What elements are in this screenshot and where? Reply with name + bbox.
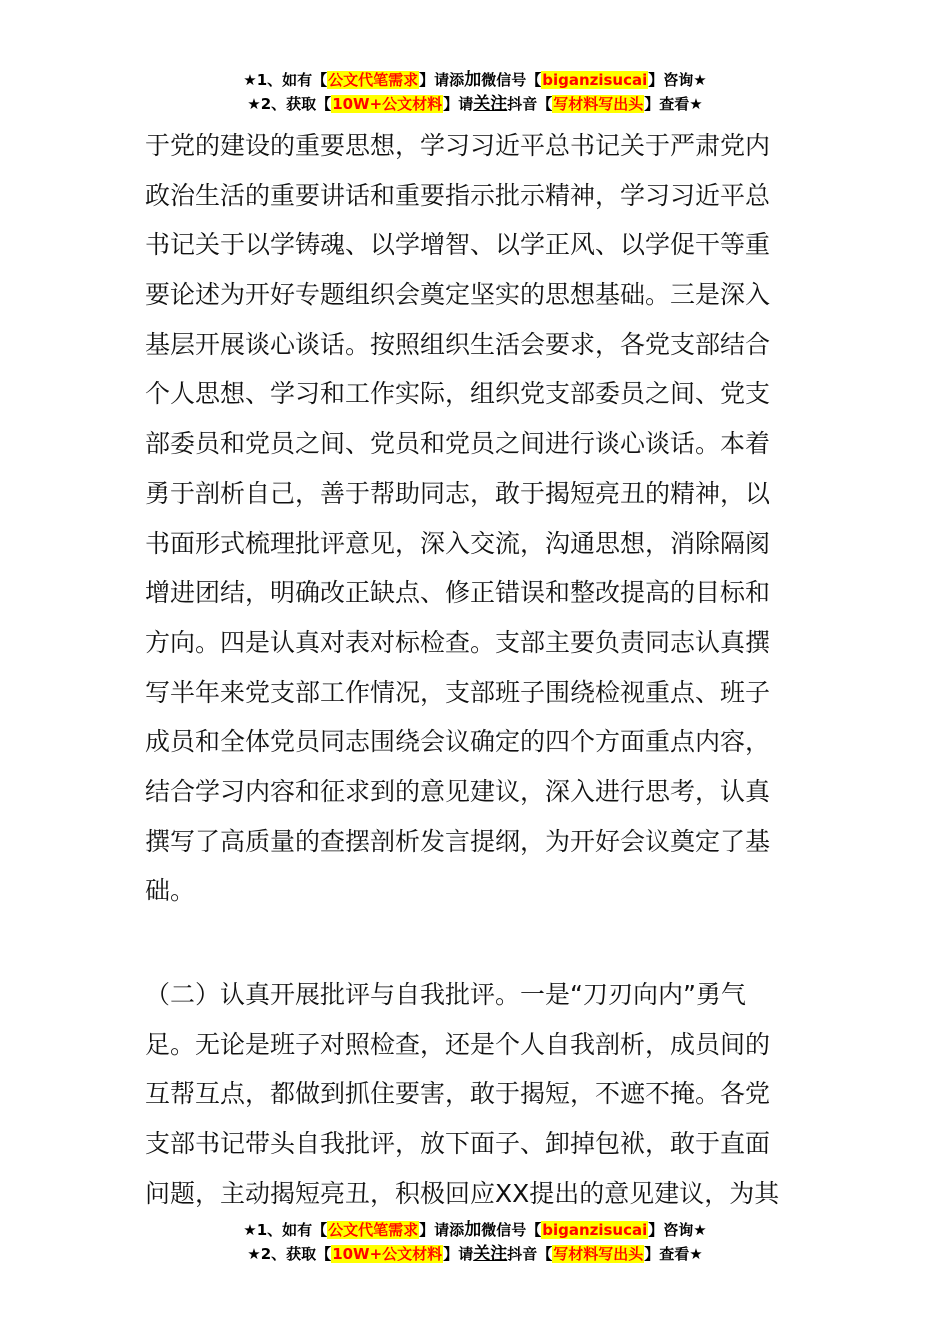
body-paragraph-1 (145, 121, 825, 916)
highlight-service: 公文代笔需求 (328, 1221, 419, 1239)
banner-text: 抖音【 (507, 95, 553, 113)
text-line: 方向。四是认真对表对标检查。支部主要负责同志认真撰 (145, 627, 771, 657)
banner-text: 】请 (443, 1245, 474, 1263)
banner-text: 】请 (443, 95, 474, 113)
banner-text: 抖音【 (507, 1245, 553, 1263)
text-line: 础。 (145, 876, 196, 906)
banner-text: 】咨询★ (648, 71, 707, 89)
banner-text: ★2、获取【 (247, 1245, 332, 1263)
highlight-douyin-account: 写材料写出头 (553, 95, 644, 113)
highlight-materials: 10W+公文材料 (332, 95, 443, 113)
text-line: 基层开展谈心谈话。按照组织生活会要求，各党支部结合 (145, 329, 771, 359)
text-line: 结合学习内容和征求到的意见建议，深入进行思考，认真 (145, 776, 771, 806)
highlight-materials: 10W+公文材料 (332, 1245, 443, 1263)
banner-line-1 (0, 1218, 950, 1242)
body-paragraph-2 (145, 970, 825, 1218)
text-line: 书面形式梳理批评意见，深入交流，沟通思想，消除隔阂 (145, 528, 771, 558)
footer-banner (0, 1218, 950, 1266)
banner-text: 】请添 (419, 71, 465, 89)
text-line: 政治生活的重要讲话和重要指示批示精神，学习习近平总 (145, 180, 771, 210)
text-line: 勇于剖析自己，善于帮助同志，敢于揭短亮丑的精神，以 (145, 478, 771, 508)
highlight-douyin-account: 写材料写出头 (553, 1245, 644, 1263)
text-line: 部委员和党员之间、党员和党员之间进行谈心谈话。本着 (145, 429, 771, 459)
banner-text: 】查看★ (644, 95, 703, 113)
text-line: 成员和全体党员同志围绕会议确定的四个方面重点内容， (145, 727, 771, 757)
text-line: 要论述为开好专题组织会奠定坚实的思想基础。三是深入 (145, 280, 771, 310)
banner-text: ★2、获取【 (247, 95, 332, 113)
banner-text-emphasis: 加 (464, 1220, 482, 1240)
banner-text: ★1、如有【 (243, 71, 328, 89)
banner-text: 】请添 (419, 1221, 465, 1239)
text-line: 增进团结，明确改正缺点、修正错误和整改提高的目标和 (145, 578, 771, 608)
text-line: 互帮互点，都做到抓住要害，敢于揭短，不遮不掩。各党 (145, 1079, 771, 1109)
banner-text-emphasis: 关注 (473, 1244, 508, 1264)
highlight-wechat-id: biganzisucai (542, 71, 648, 89)
banner-line-2 (0, 92, 950, 116)
text-line: 写半年来党支部工作情况，支部班子围绕检视重点、班子 (145, 677, 771, 707)
text-line: 于党的建设的重要思想，学习习近平总书记关于严肃党内 (145, 131, 771, 160)
banner-line-1 (0, 68, 950, 92)
banner-text: 】查看★ (644, 1245, 703, 1263)
highlight-service: 公文代笔需求 (328, 71, 419, 89)
banner-text: ★1、如有【 (243, 1221, 328, 1239)
banner-text: 】咨询★ (648, 1221, 707, 1239)
text-line: 书记关于以学铸魂、以学增智、以学正风、以学促干等重 (145, 230, 771, 260)
banner-text-emphasis: 加 (464, 70, 482, 90)
banner-text: 微信号【 (481, 1221, 542, 1239)
text-line: （二）认真开展批评与自我批评。一是“刀刃向内”勇气 (145, 980, 746, 1009)
header-banner (0, 68, 950, 116)
text-line: 撰写了高质量的查摆剖析发言提纲，为开好会议奠定了基 (145, 826, 771, 856)
highlight-wechat-id: biganzisucai (542, 1221, 648, 1239)
text-line: 支部书记带头自我批评，放下面子、卸掉包袱，敢于直面 (145, 1129, 771, 1159)
banner-line-2 (0, 1242, 950, 1266)
text-line: 问题，主动揭短亮丑，积极回应XX提出的意见建议，为其 (145, 1178, 780, 1208)
text-line: 个人思想、学习和工作实际，组织党支部委员之间、党支 (145, 379, 771, 409)
banner-text: 微信号【 (481, 71, 542, 89)
banner-text-emphasis: 关注 (473, 94, 508, 114)
text-line: 足。无论是班子对照检查，还是个人自我剖析，成员间的 (145, 1029, 771, 1059)
